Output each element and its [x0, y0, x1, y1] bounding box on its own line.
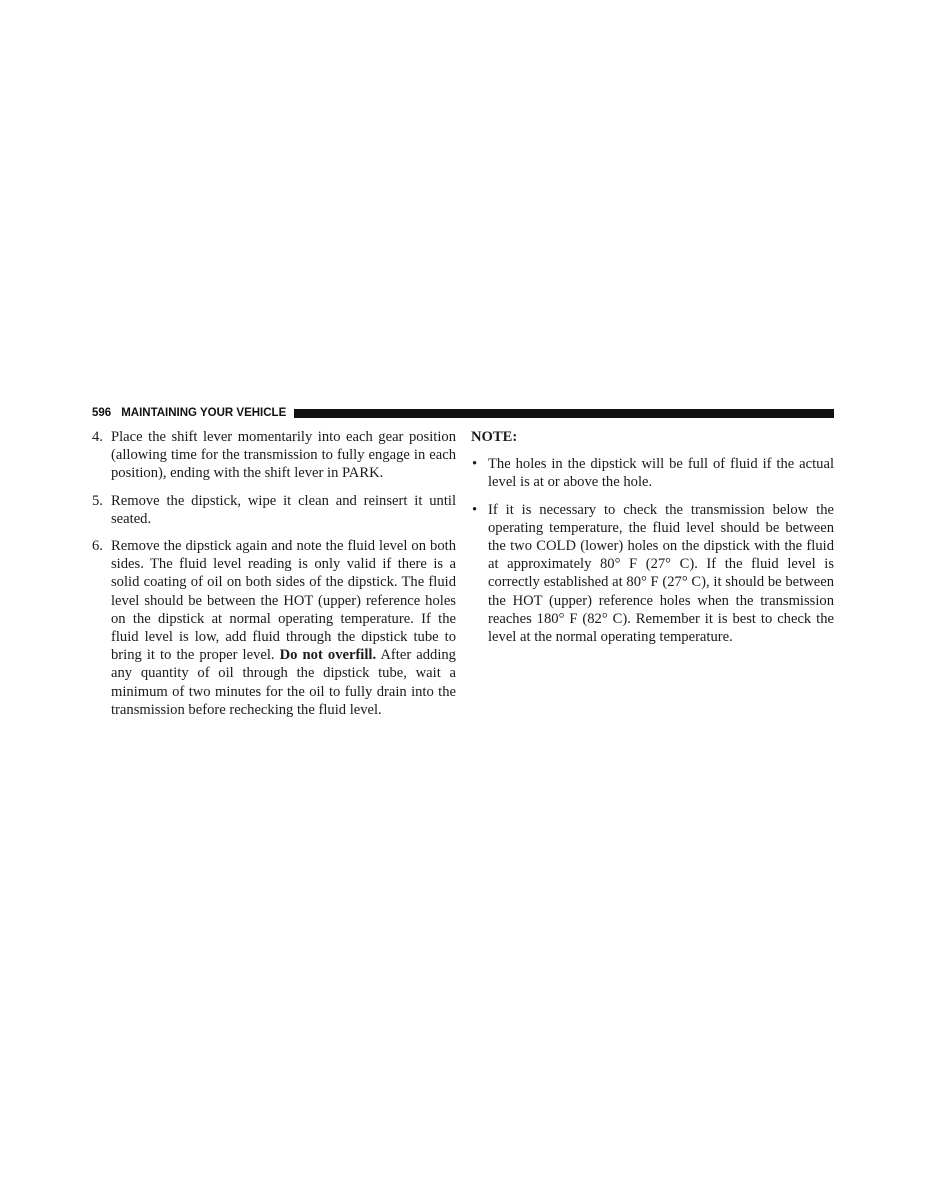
section-title: MAINTAINING YOUR VEHICLE	[121, 407, 287, 419]
bullet-icon: •	[472, 501, 478, 518]
step-item	[92, 492, 456, 528]
step-number: 5.	[92, 492, 103, 509]
step-item	[92, 537, 456, 719]
step-warning: Do not overfill.	[279, 647, 377, 664]
page-header	[92, 405, 834, 421]
header-rule	[294, 409, 834, 418]
note-text: If it is necessary to check the transmission below the operating temperature, the fluid level should be between the two COLD (lower) holes on the dipstick with the fluid at approximately 80° F (27° C). If the fluid level is correctly established at 80° F (27° C), it should be between the HOT (upper) reference holes when the transmission reaches 180° F (82° C). Remember it is best to check the level at the normal operating temperature.	[488, 501, 834, 646]
step-text-part: Remove the dipstick again and note the fluid level on both sides. The fluid level reading is only valid if there is a solid coating of oil on both sides of the dipstick. The fluid level should be between the HOT (upper) reference holes on the dipstick at normal operating temperature. If the fluid level is low, add fluid through the dipstick tube to bring it to the proper level.	[111, 538, 456, 664]
note-title: NOTE:	[471, 429, 518, 445]
step-number: 4.	[92, 429, 103, 445]
step-text-part: After adding any quantity of oil through the dipstick tube, wait a minimum of two minutes for the oil to fully drain into the transmission before rechecking the fluid level.	[111, 647, 456, 718]
bullet-icon: •	[472, 456, 478, 473]
note-bullet	[471, 455, 834, 491]
note-bullet	[471, 501, 834, 647]
step-number: 6.	[92, 538, 103, 555]
step-item	[92, 428, 456, 483]
left-column	[92, 428, 456, 728]
page-number: 596	[92, 407, 112, 419]
step-text	[111, 537, 456, 719]
step-text: Place the shift lever momentarily into each gear position (allowing time for the transmission to fully engage in each position), ending with the shift lever in PARK.	[111, 429, 456, 482]
note-text: The holes in the dipstick will be full of fluid if the actual level is at or above the hole.	[488, 456, 834, 491]
step-text: Remove the dipstick, wipe it clean and reinsert it until seated.	[111, 492, 456, 527]
right-column	[471, 428, 834, 655]
